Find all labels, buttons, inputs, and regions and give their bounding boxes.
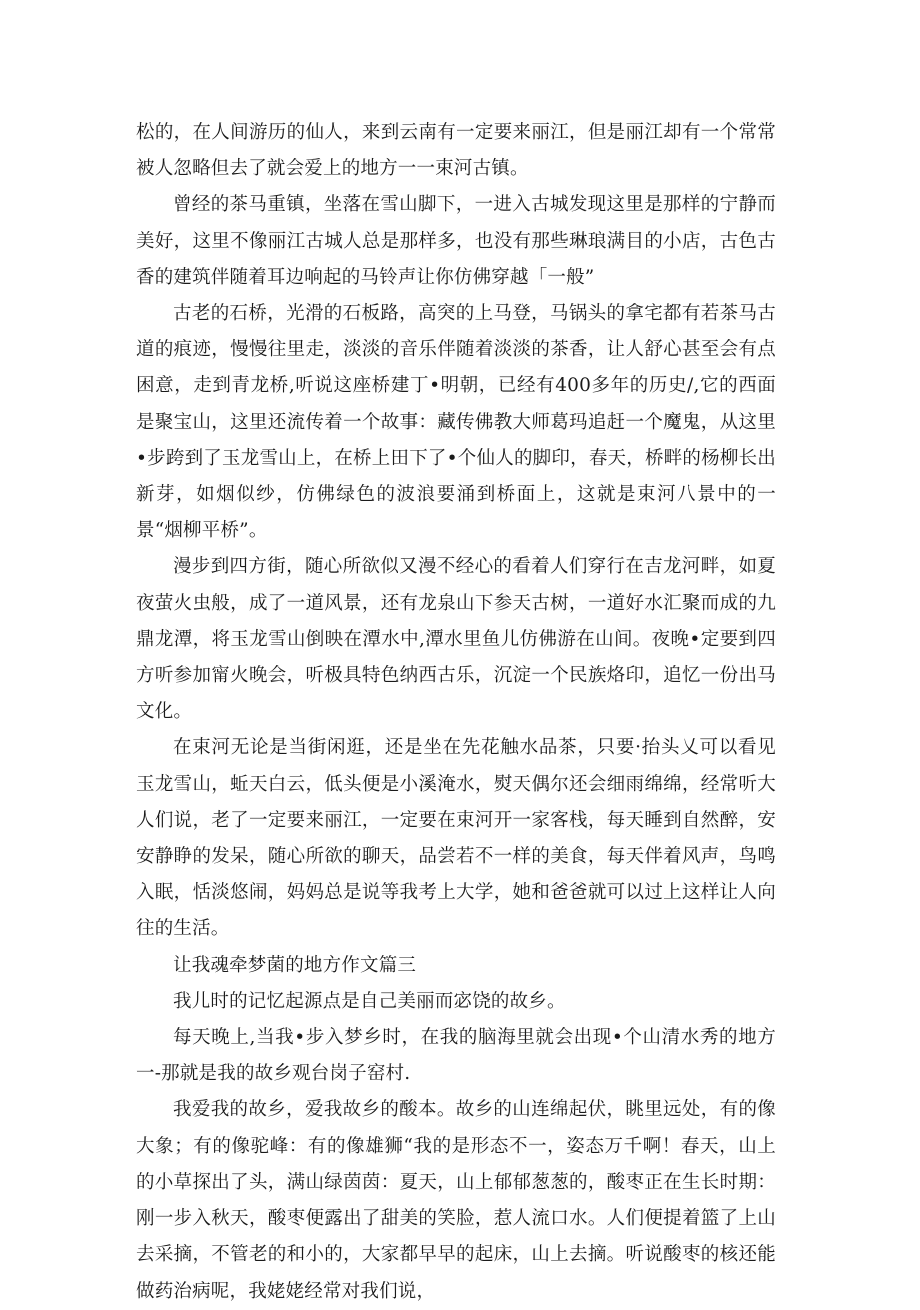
paragraph-dream-hometown: 每天晚上,当我•步入梦乡时，在我的脑海里就会出现•个山清水秀的地方一-那就是我的故乡观台岗子窑村. [136,1027,776,1085]
paragraph-tea-horse-town: 曾经的茶马重镇，坐落在雪山脚下，一进入古城发现这里是那样的宁静而美好，这里不像丽江古城人总是那样多，也没有那些琳琅满目的小店，古色古香的建筑伴随着耳边响起的马铃声让你仿佛穿越「一般” [136,194,776,288]
paragraph-lijiang-intro-continued: 松的，在人间游历的仙人，来到云南有一定要来丽江，但是丽江却有一个常常被人忽略但去了就会爱上的地方一一束河古镇。 [136,122,776,180]
paragraph-childhood-memory: 我儿时的记忆起源点是自己美丽而宓饶的故乡。 [173,990,566,1012]
essay-section-heading: 让我魂牵梦菌的地方作文篇三 [173,954,417,976]
paragraph-stone-bridge: 古老的石桥，光滑的石板路，高突的上马登，马锅头的拿宅都有若茶马古道的痕迹，慢慢往里走，淡淡的音乐伴随着淡淡的茶香，让人舒心甚至会有点困意，走到青龙桥,听说这座桥建丁•明朝，已经有400多年的历史/,它的西面是聚宝山，这里还流传着一个故事：藏传佛教大师葛玛追赶一个魔鬼，从这里•步跨到了玉龙雪山上，在桥上田下了•个仙人的脚印，春天，桥畔的杨柳长出新芽，如烟似纱，仿佛绿色的波浪要涌到桥面上，这就是束河八景中的一景“烟柳平桥”。 [136,303,776,542]
paragraph-shuhe-life: 在束河无论是当街闲逛，还是坐在先花触水品茶，只要·抬头乂可以看见玉龙雪山，蚯天白云，低头便是小溪淹水，熨天偶尔还会细雨绵绵，经常听大人们说，老了一定要来丽江，一定要在束河开一家客栈，每天睡到自然醉，安安静睁的发呆，随心所欲的聊天，品尝若不一样的美食，每天伴着风声，鸟鸣入眠，恬淡悠闹，妈妈总是说等我考上大学，她和爸爸就可以过上这样让人向往的生活。 [136,737,776,940]
paragraph-hometown-jujube: 我爱我的故乡，爱我故乡的酸本。故乡的山连绵起伏，眺里远处，有的像大象；有的像驼峰：有的像雄狮“我的是形态不一，姿态万千啊！春天，山上的小草探出了头，满山绿茵茵：夏天，山上郁郁葱葱的，酸枣正在生长时期：刚一步入秋天，酸枣便露出了甜美的笑脸，惹人流口水。人们便提着篮了上山去采摘，不管老的和小的，大家都早早的起床，山上去摘。听说酸枣的核还能做药治病呢，我姥姥经常对我们说， [136,1099,776,1302]
document-body [136,115,776,1310]
paragraph-sifang-street: 漫步到四方街，随心所欲似又漫不经心的看着人们穿行在吉龙河畔，如夏夜萤火虫般，成了一道风景，还有龙泉山下参天古树，一道好水汇聚而成的九鼎龙潭，将玉龙雪山倒映在潭水中,潭水里鱼儿仿佛游在山间。夜晚•定要到四方听参加甯火晚会，听极具特色纳西古乐，沉淀一个民族烙印，追忆一份出马文化。 [136,556,776,723]
